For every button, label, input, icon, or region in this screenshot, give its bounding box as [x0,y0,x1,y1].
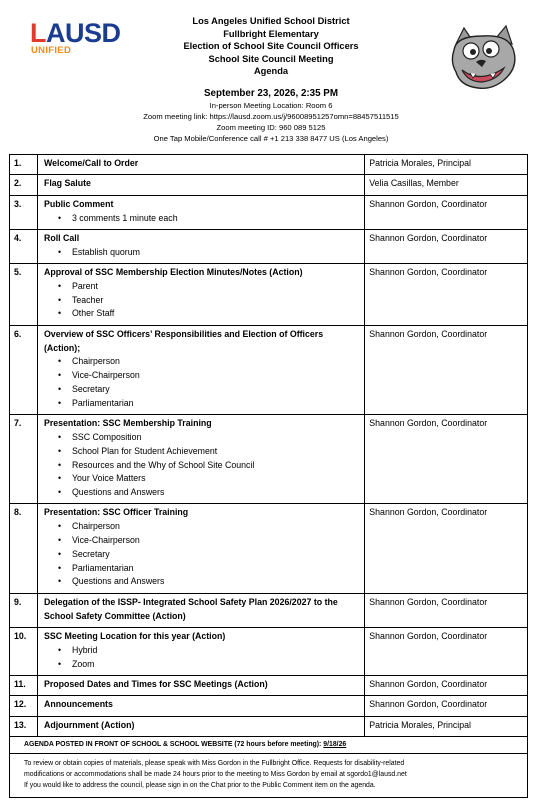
item-title: Presentation: SSC Membership Training [43,418,212,429]
presenter: Shannon Gordon, Coordinator [365,229,528,263]
presenter: Shannon Gordon, Coordinator [365,195,528,229]
presenter: Patricia Morales, Principal [365,155,528,175]
presenter: Shannon Gordon, Coordinator [365,325,528,414]
item-cell [37,675,364,695]
item-cell [37,716,364,736]
school-name: Fullbright Elementary [223,28,319,39]
panther-mascot-icon [446,24,522,94]
bullet-item: • 3 comments 1 minute each [58,212,360,226]
zoom-id: Zoom meeting ID: 960 089 5125 [216,122,326,132]
agenda-row [10,415,528,504]
document-header [0,0,542,150]
presenter: Shannon Gordon, Coordinator [365,415,528,504]
presenter: Shannon Gordon, Coordinator [365,264,528,326]
logo-unified: UNIFIED [31,45,72,56]
item-title: Public Comment [43,198,114,209]
agenda-row [10,229,528,263]
item-title: Roll Call [43,232,80,243]
item-title: Welcome/Call to Order [43,158,139,168]
agenda-posted-notice [9,737,528,754]
bullet-item: • SSC Composition [58,431,360,445]
item-number: 12. [10,696,38,716]
footer-line: If you would like to address the council, please sign in on the Chat prior to the Public Comment item on the agenda. [24,782,376,789]
presenter: Shannon Gordon, Coordinator [365,675,528,695]
bullet-item: • School Plan for Student Achievement [58,445,360,459]
bullet-item: • Hybrid [58,644,360,658]
presenter: Shannon Gordon, Coordinator [365,696,528,716]
bullet-item: • Secretary [58,383,360,397]
item-bullets [44,246,360,260]
bullet-item: • Secretary [58,548,360,562]
presenter: Velia Casillas, Member [365,175,528,195]
agenda-row [10,175,528,195]
footer-line: To review or obtain copies of materials, please speak with Miss Gordon in the Fullbright Office. Requests for disability-related [24,760,405,767]
item-cell [37,627,364,675]
agenda-title: Agenda [253,66,289,77]
item-bullets [44,644,360,672]
agenda-row [10,675,528,695]
item-number: 7. [10,415,38,504]
posted-date: 9/18/26 [323,741,347,748]
logo-letters: AUSD [46,18,121,48]
bullet-item: • Chairperson [58,355,360,369]
logo-letter-l: L [30,18,46,48]
bullet-item: • Parliamentarian [58,397,360,411]
item-number: 3. [10,195,38,229]
item-title: Presentation: SSC Officer Training [43,507,189,518]
bullet-item: • Vice-Chairperson [58,369,360,383]
bullet-item: • Parent [58,280,360,294]
item-title: Proposed Dates and Times for SSC Meetings (Action) [43,678,268,689]
item-title: Overview of SSC Officers’ Responsibilities and Election of Officers (Action); [43,328,324,353]
item-number: 9. [10,593,38,627]
item-title: Delegation of the ISSP- Integrated School Safety Plan 2026/2027 to the School Safety Committee (Action) [43,596,338,621]
presenter: Shannon Gordon, Coordinator [365,627,528,675]
bullet-item: • Vice-Chairperson [58,534,360,548]
election-title: Election of School Site Council Officers [183,41,359,52]
bullet-item: • Questions and Answers [58,575,360,589]
lausd-logo [30,20,120,60]
item-title: Announcements [43,699,113,710]
bullet-item: • Resources and the Why of School Site Council [58,459,360,473]
item-cell [37,504,364,593]
item-title: Flag Salute [43,178,91,189]
item-bullets [44,520,360,589]
item-number: 2. [10,175,38,195]
item-number: 8. [10,504,38,593]
item-cell [37,593,364,627]
item-cell [37,229,364,263]
zoom-link: Zoom meeting link: https://lausd.zoom.us/j/96008951257omn=88457511515 [143,111,399,121]
item-number: 1. [10,155,38,175]
bullet-item: • Teacher [58,294,360,308]
item-bullets [44,355,360,410]
bullet-item: • Your Voice Matters [58,472,360,486]
heading-block [128,15,414,144]
item-bullets [44,431,360,500]
item-number: 6. [10,325,38,414]
footer-line: modifications or accommodations shall be made 24 hours prior to the meeting to Miss Gordon by email at sgordo1@lausd.net [24,771,407,778]
agenda-row [10,593,528,627]
presenter: Shannon Gordon, Coordinator [365,504,528,593]
item-bullets [44,280,360,321]
item-cell [37,325,364,414]
item-cell [37,175,364,195]
item-cell [37,696,364,716]
bullet-item: • Establish quorum [58,246,360,260]
bullet-item: • Parliamentarian [58,562,360,576]
bullet-item: • Zoom [58,658,360,672]
item-number: 4. [10,229,38,263]
agenda-table [9,154,528,737]
item-cell [37,155,364,175]
bullet-item: • Other Staff [58,307,360,321]
presenter: Shannon Gordon, Coordinator [365,593,528,627]
item-cell [37,415,364,504]
phone-number: One Tap Mobile/Conference call # +1 213 338 8477 US (Los Angeles) [153,133,389,143]
agenda-row [10,155,528,175]
agenda-row [10,627,528,675]
item-title: Approval of SSC Membership Election Minutes/Notes (Action) [43,267,303,278]
item-bullets [44,212,360,226]
agenda-row [10,264,528,326]
item-title: Adjournment (Action) [43,719,135,730]
presenter: Patricia Morales, Principal [365,716,528,736]
item-number: 11. [10,675,38,695]
agenda-row [10,195,528,229]
footer-notice [9,754,528,798]
item-number: 10. [10,627,38,675]
bullet-item: • Chairperson [58,520,360,534]
bullet-item: • Questions and Answers [58,486,360,500]
agenda-row [10,716,528,736]
agenda-row [10,696,528,716]
item-title: SSC Meeting Location for this year (Action) [43,630,226,641]
agenda-row [10,325,528,414]
item-cell [37,195,364,229]
item-number: 13. [10,716,38,736]
meeting-title: School Site Council Meeting [208,53,334,64]
item-cell [37,264,364,326]
item-number: 5. [10,264,38,326]
agenda-row [10,504,528,593]
posted-label: AGENDA POSTED IN FRONT OF SCHOOL & SCHOOL WEBSITE (72 hours before meeting): [24,741,324,748]
meeting-date: September 23, 2026, 2:35 PM [204,87,338,99]
meeting-location: In-person Meeting Location: Room 6 [209,100,333,110]
district-name: Los Angeles Unified School District [192,16,350,26]
